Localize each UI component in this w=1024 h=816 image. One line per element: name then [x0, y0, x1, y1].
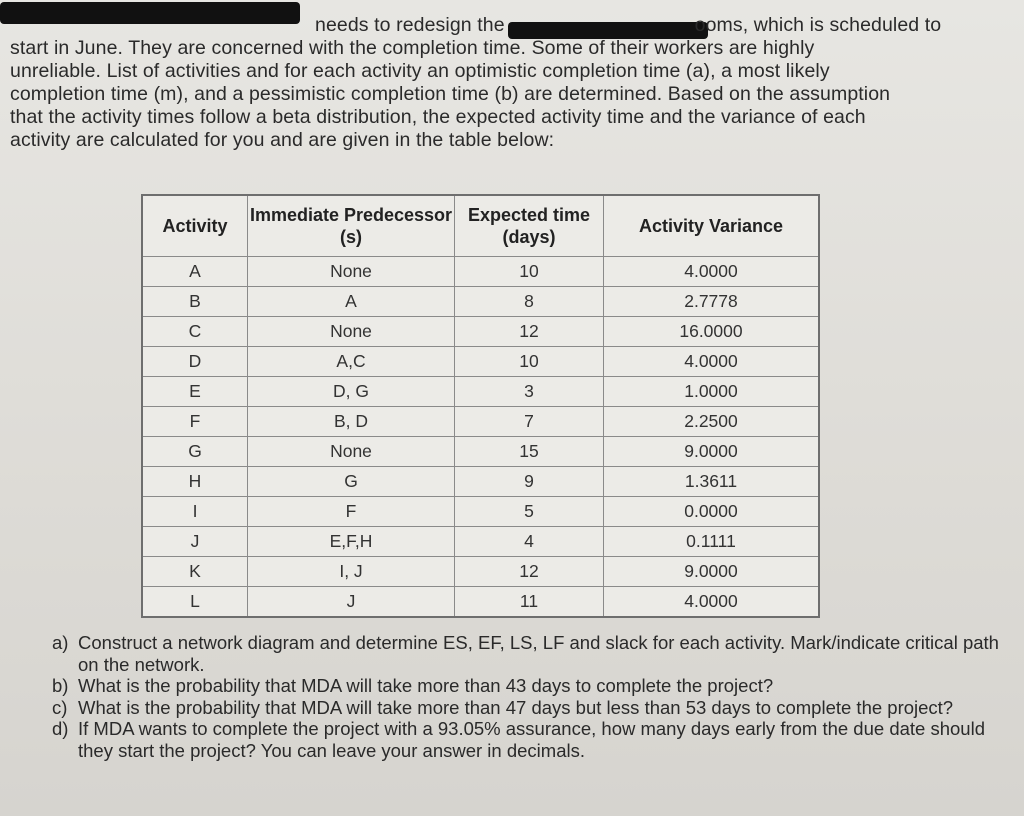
cell-expected-time: 12 — [455, 317, 604, 347]
cell-variance: 0.1111 — [604, 527, 820, 557]
cell-expected-time: 11 — [455, 587, 604, 618]
header-expected-time: Expected time (days) — [455, 195, 604, 257]
question-text: What is the probability that MDA will take more than 43 days to complete the project? — [78, 675, 774, 696]
cell-predecessor: J — [248, 587, 455, 618]
table-row — [142, 377, 819, 407]
cell-expected-time: 3 — [455, 377, 604, 407]
table-row — [142, 407, 819, 437]
cell-predecessor: B, D — [248, 407, 455, 437]
intro-paragraph — [10, 14, 1000, 152]
cell-predecessor: I, J — [248, 557, 455, 587]
cell-activity: J — [142, 527, 248, 557]
cell-variance: 4.0000 — [604, 257, 820, 287]
activity-table — [141, 194, 820, 618]
cell-variance: 4.0000 — [604, 347, 820, 377]
intro-line-1: needs to redesign the — [315, 14, 505, 36]
table-row — [142, 557, 819, 587]
table-row — [142, 497, 819, 527]
table-header-row — [142, 195, 819, 257]
intro-line-4: completion time (m), and a pessimistic completion time (b) are determined. Based on the assumption — [10, 83, 891, 105]
question-b — [52, 675, 1012, 697]
cell-variance: 9.0000 — [604, 557, 820, 587]
cell-predecessor: F — [248, 497, 455, 527]
cell-expected-time: 9 — [455, 467, 604, 497]
table-row — [142, 347, 819, 377]
cell-activity: B — [142, 287, 248, 317]
table-row — [142, 587, 819, 618]
cell-predecessor: D, G — [248, 377, 455, 407]
cell-activity: F — [142, 407, 248, 437]
header-activity: Activity — [142, 195, 248, 257]
question-label: d) — [52, 718, 69, 739]
cell-predecessor: None — [248, 437, 455, 467]
cell-activity: A — [142, 257, 248, 287]
question-text: What is the probability that MDA will take more than 47 days but less than 53 days to complete the project? — [78, 696, 954, 718]
question-label: b) — [52, 675, 69, 696]
table-row — [142, 317, 819, 347]
cell-expected-time: 5 — [455, 497, 604, 527]
cell-activity: C — [142, 317, 248, 347]
table-row — [142, 527, 819, 557]
cell-activity: G — [142, 437, 248, 467]
cell-expected-time: 4 — [455, 527, 604, 557]
cell-predecessor: A — [248, 287, 455, 317]
cell-expected-time: 7 — [455, 407, 604, 437]
cell-variance: 4.0000 — [604, 587, 820, 618]
cell-activity: L — [142, 587, 248, 618]
cell-expected-time: 12 — [455, 557, 604, 587]
cell-variance: 0.0000 — [604, 497, 820, 527]
cell-variance: 16.0000 — [604, 317, 820, 347]
cell-variance: 2.2500 — [604, 407, 820, 437]
intro-line-5: that the activity times follow a beta distribution, the expected activity time and the variance of each — [10, 106, 866, 128]
cell-variance: 9.0000 — [604, 437, 820, 467]
cell-activity: H — [142, 467, 248, 497]
cell-predecessor: E,F,H — [248, 527, 455, 557]
header-predecessor: Immediate Predecessor (s) — [248, 195, 455, 257]
header-variance: Activity Variance — [604, 195, 820, 257]
cell-activity: I — [142, 497, 248, 527]
question-c — [52, 697, 1012, 719]
cell-predecessor: A,C — [248, 347, 455, 377]
question-label: a) — [52, 632, 69, 653]
intro-line-2: start in June. They are concerned with the completion time. Some of their workers are highly — [10, 37, 815, 59]
cell-variance: 2.7778 — [604, 287, 820, 317]
intro-line-6: activity are calculated for you and are given in the table below: — [10, 129, 555, 151]
question-text: If MDA wants to complete the project with a 93.05% assurance, how many days early from the due date should they start the project? You can leave your answer in decimals. — [78, 718, 985, 761]
cell-variance: 1.3611 — [604, 467, 820, 497]
table-row — [142, 467, 819, 497]
cell-variance: 1.0000 — [604, 377, 820, 407]
question-label: c) — [52, 696, 68, 718]
cell-activity: K — [142, 557, 248, 587]
cell-expected-time: 10 — [455, 257, 604, 287]
table-row — [142, 437, 819, 467]
cell-expected-time: 15 — [455, 437, 604, 467]
question-d — [52, 718, 1012, 761]
cell-activity: D — [142, 347, 248, 377]
question-list — [52, 632, 1012, 761]
intro-line-1-end: ooms, which is scheduled to — [694, 14, 942, 36]
cell-predecessor: None — [248, 317, 455, 347]
cell-predecessor: None — [248, 257, 455, 287]
question-a — [52, 632, 1012, 675]
table-row — [142, 257, 819, 287]
table-row — [142, 287, 819, 317]
cell-activity: E — [142, 377, 248, 407]
intro-line-3: unreliable. List of activities and for each activity an optimistic completion time (a), a most likely — [10, 60, 830, 82]
table-body — [142, 257, 819, 618]
cell-predecessor: G — [248, 467, 455, 497]
cell-expected-time: 8 — [455, 287, 604, 317]
question-text: Construct a network diagram and determine ES, EF, LS, LF and slack for each activity. Mark/indicate critical path on the network. — [78, 632, 999, 675]
cell-expected-time: 10 — [455, 347, 604, 377]
